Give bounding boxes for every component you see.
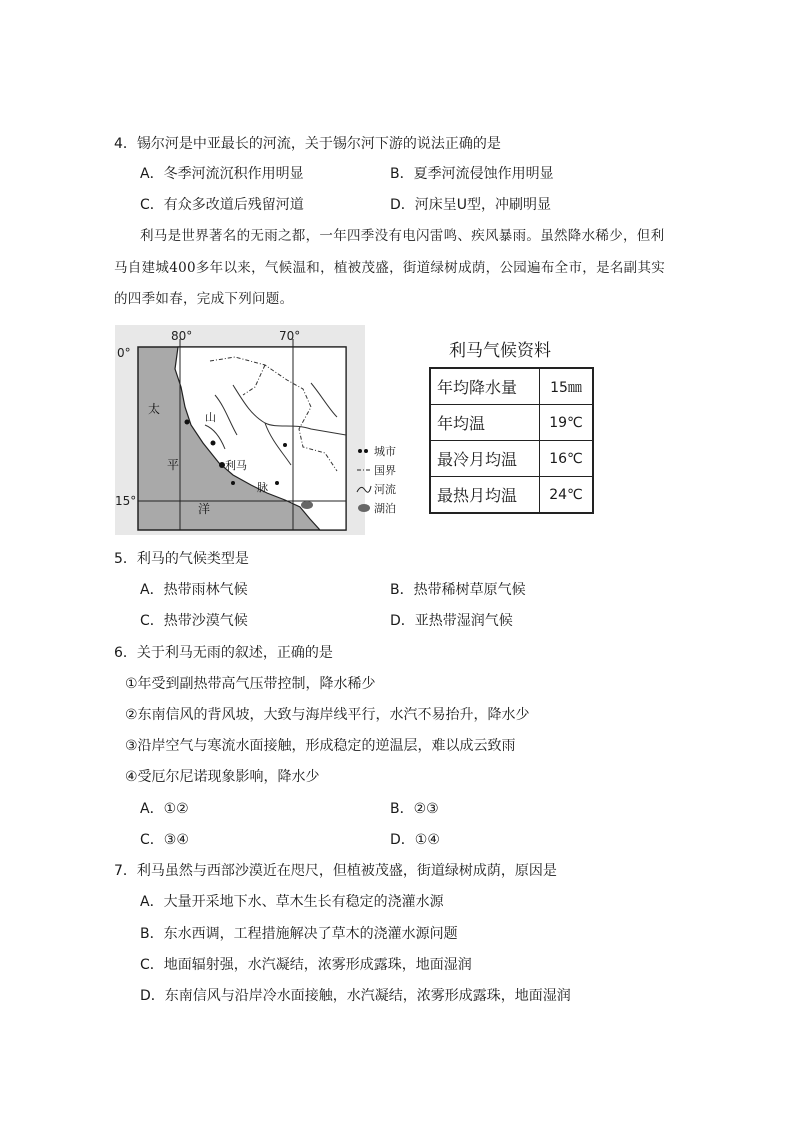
sea-label-ping: 平: [167, 458, 180, 472]
climate-row: [430, 405, 593, 441]
q4-option-d: D．河床呈U型，冲刷明显: [390, 197, 552, 213]
sea-label-tai: 太: [148, 402, 161, 416]
q6-option-a: A．①②: [140, 801, 189, 817]
climate-row: [430, 477, 593, 514]
climate-label: 最冷月均温: [430, 441, 540, 477]
city-dot: [275, 481, 279, 485]
passage-line-2: 马自建城400多年以来，气候温和，植被茂盛，街道绿树成荫，公园遍布全市，是名副其实: [114, 260, 666, 276]
lima-map: [115, 325, 365, 535]
q4-option-a: A．冬季河流沉积作用明显: [140, 166, 304, 182]
q7-option-b: B．东水西调，工程措施解决了草木的浇灌水源问题: [140, 926, 458, 942]
legend-city-icon: [358, 449, 362, 453]
legend-river-icon: [357, 486, 371, 492]
q5-option-a: A．热带雨林气候: [140, 582, 248, 598]
mountain-label-mai: 脉: [257, 481, 268, 494]
q5-option-c: C．热带沙漠气候: [140, 613, 248, 629]
legend-border: 国界: [374, 464, 396, 477]
climate-value: 24℃: [540, 477, 594, 514]
climate-value: 15㎜: [540, 368, 594, 405]
q6-statement-4: ④受厄尔尼诺现象影响，降水少: [125, 769, 320, 785]
climate-label: 最热月均温: [430, 477, 540, 514]
lat-label-15: 15°: [115, 494, 137, 508]
legend-city: 城市: [374, 445, 396, 458]
map-legend: [355, 440, 415, 518]
passage-line-1: 利马是世界著名的无雨之都，一年四季没有电闪雷鸣、疾风暴雨。虽然降水稀少，但利: [140, 228, 665, 244]
q6-option-c: C．③④: [140, 832, 189, 848]
city-dot: [211, 441, 216, 446]
lon-label-80: 80°: [171, 329, 193, 343]
lat-label-0: 0°: [117, 346, 131, 360]
climate-title: 利马气候资料: [449, 341, 551, 361]
q7-option-a: A．大量开采地下水、草木生长有稳定的浇灌水源: [140, 894, 444, 910]
climate-row: [430, 441, 593, 477]
q4-option-c: C．有众多改道后残留河道: [140, 197, 304, 213]
q4-stem: 4．锡尔河是中亚最长的河流，关于锡尔河下游的说法正确的是: [114, 136, 501, 152]
legend-river: 河流: [374, 483, 396, 496]
climate-row: [430, 368, 593, 405]
climate-value: 19℃: [540, 405, 594, 441]
q5-option-b: B．热带稀树草原气候: [390, 582, 526, 598]
q6-option-b: B．②③: [390, 801, 439, 817]
q5-stem: 5．利马的气候类型是: [114, 551, 249, 567]
q4-option-b: B．夏季河流侵蚀作用明显: [390, 166, 554, 182]
mountain-label-shan: 山: [205, 411, 216, 424]
climate-label: 年均温: [430, 405, 540, 441]
climate-table: [429, 367, 594, 514]
legend-lake-icon: [358, 504, 370, 512]
sea-label-yang: 洋: [198, 502, 211, 516]
q7-option-d: D．东南信风与沿岸冷水面接触，水汽凝结，浓雾形成露珠，地面湿润: [140, 988, 571, 1004]
q7-option-c: C．地面辐射强，水汽凝结，浓雾形成露珠，地面湿润: [140, 957, 472, 973]
city-dot: [231, 481, 235, 485]
passage-line-3: 的四季如春，完成下列问题。: [114, 291, 294, 307]
q6-statement-3: ③沿岸空气与寒流水面接触，形成稳定的逆温层，难以成云致雨: [125, 738, 516, 754]
q6-stem: 6．关于利马无雨的叙述，正确的是: [114, 645, 333, 661]
q6-option-d: D．①④: [390, 832, 440, 848]
q6-statement-1: ①年受到副热带高气压带控制，降水稀少: [125, 676, 376, 692]
city-dot: [283, 443, 287, 447]
legend-lake: 湖泊: [374, 502, 396, 515]
lima-label: 利马: [225, 459, 247, 472]
q7-stem: 7．利马虽然与西部沙漠近在咫尺，但植被茂盛，街道绿树成荫，原因是: [114, 863, 557, 879]
lon-label-70: 70°: [279, 329, 301, 343]
q6-statement-2: ②东南信风的背风坡，大致与海岸线平行，水汽不易抬升，降水少: [125, 707, 530, 723]
climate-label: 年均降水量: [430, 368, 540, 405]
lake-titicaca: [301, 501, 313, 509]
city-dot: [185, 420, 190, 425]
q5-option-d: D．亚热带湿润气候: [390, 613, 513, 629]
climate-value: 16℃: [540, 441, 594, 477]
